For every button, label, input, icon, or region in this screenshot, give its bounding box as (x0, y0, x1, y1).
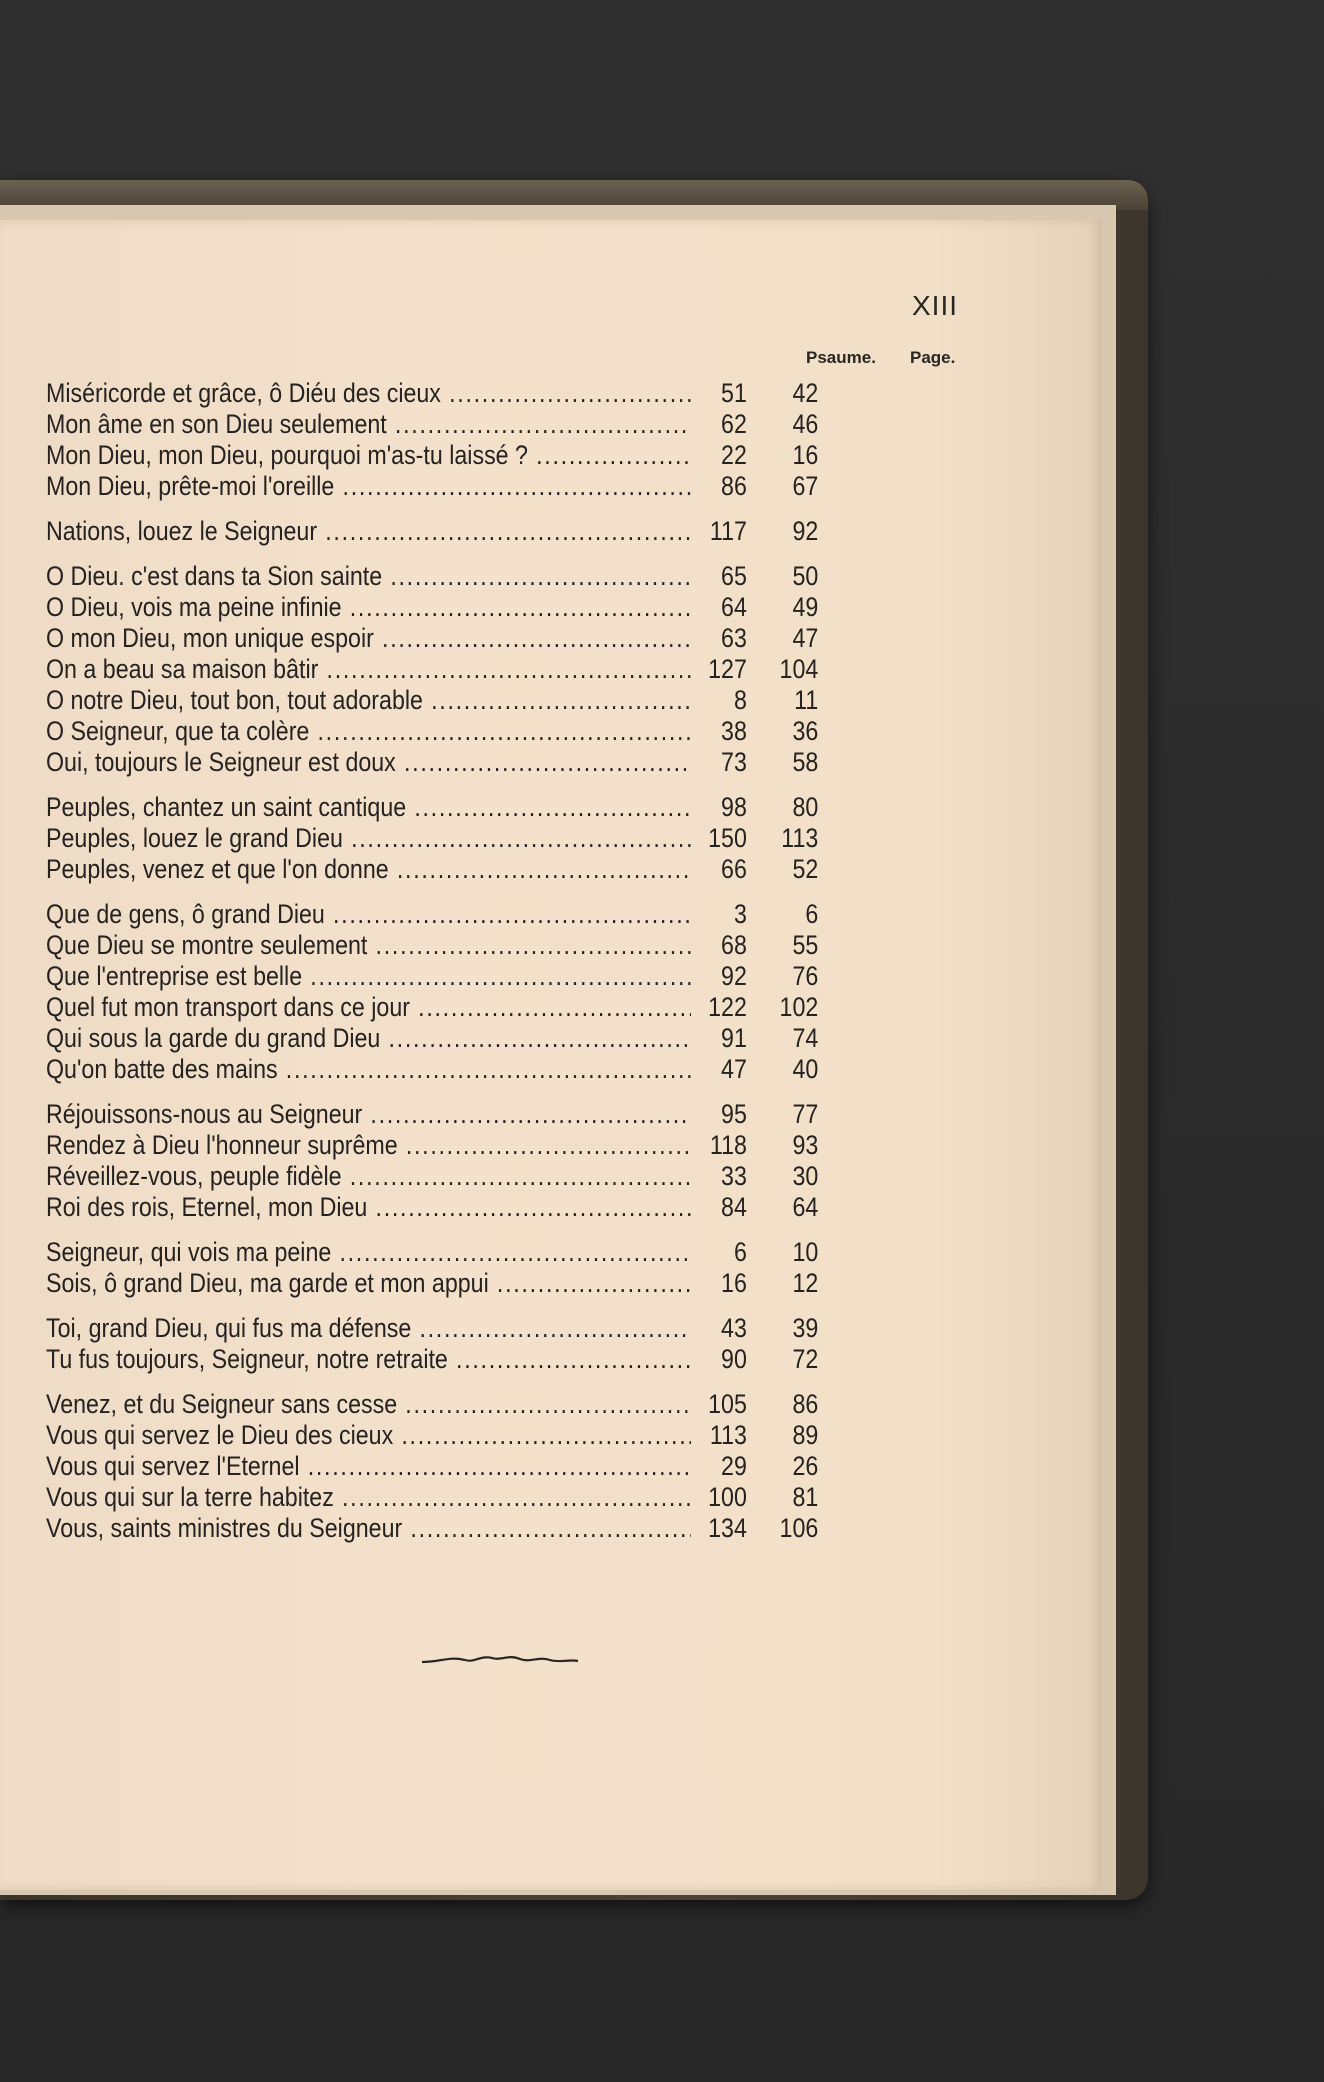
entry-title: Mon âme en son Dieu seulement ..... (46, 409, 691, 440)
entry-title: Peuples, chantez un saint cantique ..... (46, 792, 691, 823)
entry-title: Rendez à Dieu l'honneur suprême ..... (46, 1130, 691, 1161)
entry-title: Seigneur, qui vois ma peine ..... (46, 1237, 691, 1268)
entry-psalm-number: 118 (709, 1130, 747, 1160)
entry-title: Sois, ô grand Dieu, ma garde et mon appui ..... (46, 1268, 691, 1299)
entry-title: Qu'on batte des mains ..... (46, 1054, 691, 1085)
index-entry (46, 716, 976, 747)
index-entry (46, 992, 976, 1023)
index-entry (46, 685, 976, 716)
entry-page-number: 58 (792, 747, 819, 777)
index-group (46, 1237, 976, 1299)
index-entry (46, 440, 976, 471)
entry-page-number: 47 (792, 623, 819, 653)
entry-title: Tu fus toujours, Seigneur, notre retraite ..... (46, 1344, 691, 1375)
index-entry (46, 1192, 976, 1223)
entry-title: Vous qui servez le Dieu des cieux ..... (46, 1420, 691, 1451)
entry-title: Venez, et du Seigneur sans cesse ..... (46, 1389, 691, 1420)
entry-psalm-number: 122 (708, 992, 747, 1022)
psalm-column-header: Psaume. (806, 348, 876, 367)
entry-psalm-number: 134 (708, 1513, 747, 1543)
entry-page-number: 77 (792, 1099, 819, 1129)
entry-psalm-number: 98 (721, 792, 747, 822)
index-entry (46, 1161, 976, 1192)
entry-title: Roi des rois, Eternel, mon Dieu ..... (46, 1192, 691, 1223)
entry-page-number: 55 (792, 930, 819, 960)
entry-title: Que Dieu se montre seulement ..... (46, 930, 691, 961)
entry-title: O notre Dieu, tout bon, tout adorable ..... (46, 685, 691, 716)
entry-page-number: 10 (792, 1237, 819, 1267)
entry-title: Mon Dieu, mon Dieu, pourquoi m'as-tu laissé ? ..... (46, 440, 691, 471)
entry-psalm-number: 100 (708, 1482, 747, 1512)
entry-psalm-number: 43 (721, 1313, 747, 1343)
index-entry (46, 1130, 976, 1161)
entry-page-number: 76 (792, 961, 819, 991)
entry-page-number: 40 (792, 1054, 819, 1084)
entry-psalm-number: 95 (721, 1099, 747, 1129)
entry-page-number: 72 (792, 1344, 819, 1374)
index-entry (46, 961, 976, 992)
index-entry (46, 1268, 976, 1299)
entry-psalm-number: 90 (721, 1344, 747, 1374)
index-entry (46, 1389, 976, 1420)
entry-psalm-number: 62 (721, 409, 747, 439)
index-entry (46, 1099, 976, 1130)
entry-psalm-number: 16 (721, 1268, 747, 1298)
entry-page-number: 42 (792, 378, 819, 408)
entry-title: Miséricorde et grâce, ô Diéu des cieux ..... (46, 378, 691, 409)
entry-page-number: 80 (792, 792, 819, 822)
index-entry (46, 930, 976, 961)
index-entry (46, 1313, 976, 1344)
entry-page-number: 113 (781, 823, 819, 853)
entry-title: O Dieu. c'est dans ta Sion sainte ..... (46, 561, 691, 592)
index-entry (46, 747, 976, 778)
index-group (46, 516, 976, 547)
entry-page-number: 12 (792, 1268, 819, 1298)
entry-page-number: 11 (794, 685, 819, 715)
entry-psalm-number: 38 (721, 716, 747, 746)
index-group (46, 899, 976, 1085)
entry-page-number: 16 (792, 440, 819, 470)
index-entry (46, 409, 976, 440)
entry-psalm-number: 33 (721, 1161, 747, 1191)
entry-psalm-number: 113 (709, 1420, 747, 1450)
index-entry (46, 1344, 976, 1375)
index-entry (46, 516, 976, 547)
entry-title: O Seigneur, que ta colère ..... (46, 716, 691, 747)
entry-page-number: 81 (792, 1482, 819, 1512)
index-entry (46, 1054, 976, 1085)
entry-page-number: 49 (792, 592, 819, 622)
entry-psalm-number: 105 (708, 1389, 747, 1419)
psalm-index-list (46, 378, 976, 1558)
index-entry (46, 823, 976, 854)
entry-page-number: 89 (792, 1420, 819, 1450)
entry-page-number: 102 (779, 992, 819, 1022)
entry-title: Oui, toujours le Seigneur est doux ..... (46, 747, 691, 778)
index-group (46, 1313, 976, 1375)
entry-page-number: 93 (792, 1130, 819, 1160)
entry-psalm-number: 92 (721, 961, 747, 991)
entry-title: Quel fut mon transport dans ce jour ..... (46, 992, 691, 1023)
entry-page-number: 67 (792, 471, 819, 501)
entry-title: Toi, grand Dieu, qui fus ma défense ..... (46, 1313, 691, 1344)
entry-page-number: 104 (779, 654, 819, 684)
entry-psalm-number: 65 (721, 561, 747, 591)
index-entry (46, 1482, 976, 1513)
entry-title: O Dieu, vois ma peine infinie ..... (46, 592, 691, 623)
index-entry (46, 378, 976, 409)
fleuron-ornament (420, 1650, 580, 1670)
index-entry (46, 561, 976, 592)
index-entry (46, 1023, 976, 1054)
index-entry (46, 1237, 976, 1268)
page-number: XIII (912, 290, 959, 321)
entry-psalm-number: 66 (721, 854, 747, 884)
entry-psalm-number: 86 (721, 471, 747, 501)
entry-title: Réveillez-vous, peuple fidèle ..... (46, 1161, 691, 1192)
entry-title: Peuples, venez et que l'on donne ..... (46, 854, 691, 885)
entry-title: Peuples, louez le grand Dieu ..... (46, 823, 691, 854)
index-group (46, 561, 976, 778)
index-group (46, 378, 976, 502)
entry-page-number: 6 (805, 899, 819, 929)
entry-psalm-number: 51 (721, 378, 747, 408)
entry-page-number: 64 (792, 1192, 819, 1222)
entry-title: Vous qui sur la terre habitez ..... (46, 1482, 691, 1513)
entry-title: Mon Dieu, prête-moi l'oreille ..... (46, 471, 691, 502)
entry-page-number: 92 (792, 516, 819, 546)
entry-page-number: 36 (792, 716, 819, 746)
entry-title: O mon Dieu, mon unique espoir ..... (46, 623, 691, 654)
entry-title: Nations, louez le Seigneur ..... (46, 516, 691, 547)
entry-page-number: 39 (792, 1313, 819, 1343)
entry-title: Vous qui servez l'Eternel ..... (46, 1451, 691, 1482)
entry-psalm-number: 127 (708, 654, 747, 684)
entry-title: On a beau sa maison bâtir ..... (46, 654, 691, 685)
index-entry (46, 654, 976, 685)
index-entry (46, 854, 976, 885)
entry-psalm-number: 3 (733, 899, 747, 929)
entry-psalm-number: 84 (721, 1192, 747, 1222)
entry-page-number: 50 (792, 561, 819, 591)
entry-psalm-number: 91 (721, 1023, 747, 1053)
entry-psalm-number: 64 (721, 592, 747, 622)
entry-psalm-number: 117 (709, 516, 747, 546)
index-group (46, 1389, 976, 1544)
entry-page-number: 74 (792, 1023, 819, 1053)
entry-psalm-number: 29 (721, 1451, 747, 1481)
index-group (46, 792, 976, 885)
index-group (46, 1099, 976, 1223)
entry-title: Réjouissons-nous au Seigneur ..... (46, 1099, 691, 1130)
entry-title: Que l'entreprise est belle ..... (46, 961, 691, 992)
entry-psalm-number: 150 (708, 823, 747, 853)
index-entry (46, 899, 976, 930)
entry-title: Qui sous la garde du grand Dieu ..... (46, 1023, 691, 1054)
entry-psalm-number: 68 (721, 930, 747, 960)
entry-title: Vous, saints ministres du Seigneur ..... (46, 1513, 691, 1544)
entry-psalm-number: 73 (721, 747, 747, 777)
entry-page-number: 106 (779, 1513, 819, 1543)
index-entry (46, 1451, 976, 1482)
index-entry (46, 592, 976, 623)
entry-psalm-number: 63 (721, 623, 747, 653)
index-entry (46, 471, 976, 502)
entry-page-number: 46 (792, 409, 819, 439)
page-column-header: Page. (910, 348, 956, 367)
entry-page-number: 86 (792, 1389, 819, 1419)
index-entry (46, 623, 976, 654)
entry-page-number: 52 (792, 854, 819, 884)
entry-psalm-number: 8 (733, 685, 747, 715)
entry-page-number: 30 (792, 1161, 819, 1191)
entry-psalm-number: 22 (721, 440, 747, 470)
index-entry (46, 1420, 976, 1451)
index-entry (46, 1513, 976, 1544)
entry-psalm-number: 6 (733, 1237, 747, 1267)
entry-psalm-number: 47 (721, 1054, 747, 1084)
index-entry (46, 792, 976, 823)
entry-page-number: 26 (792, 1451, 819, 1481)
entry-title: Que de gens, ô grand Dieu ..... (46, 899, 691, 930)
